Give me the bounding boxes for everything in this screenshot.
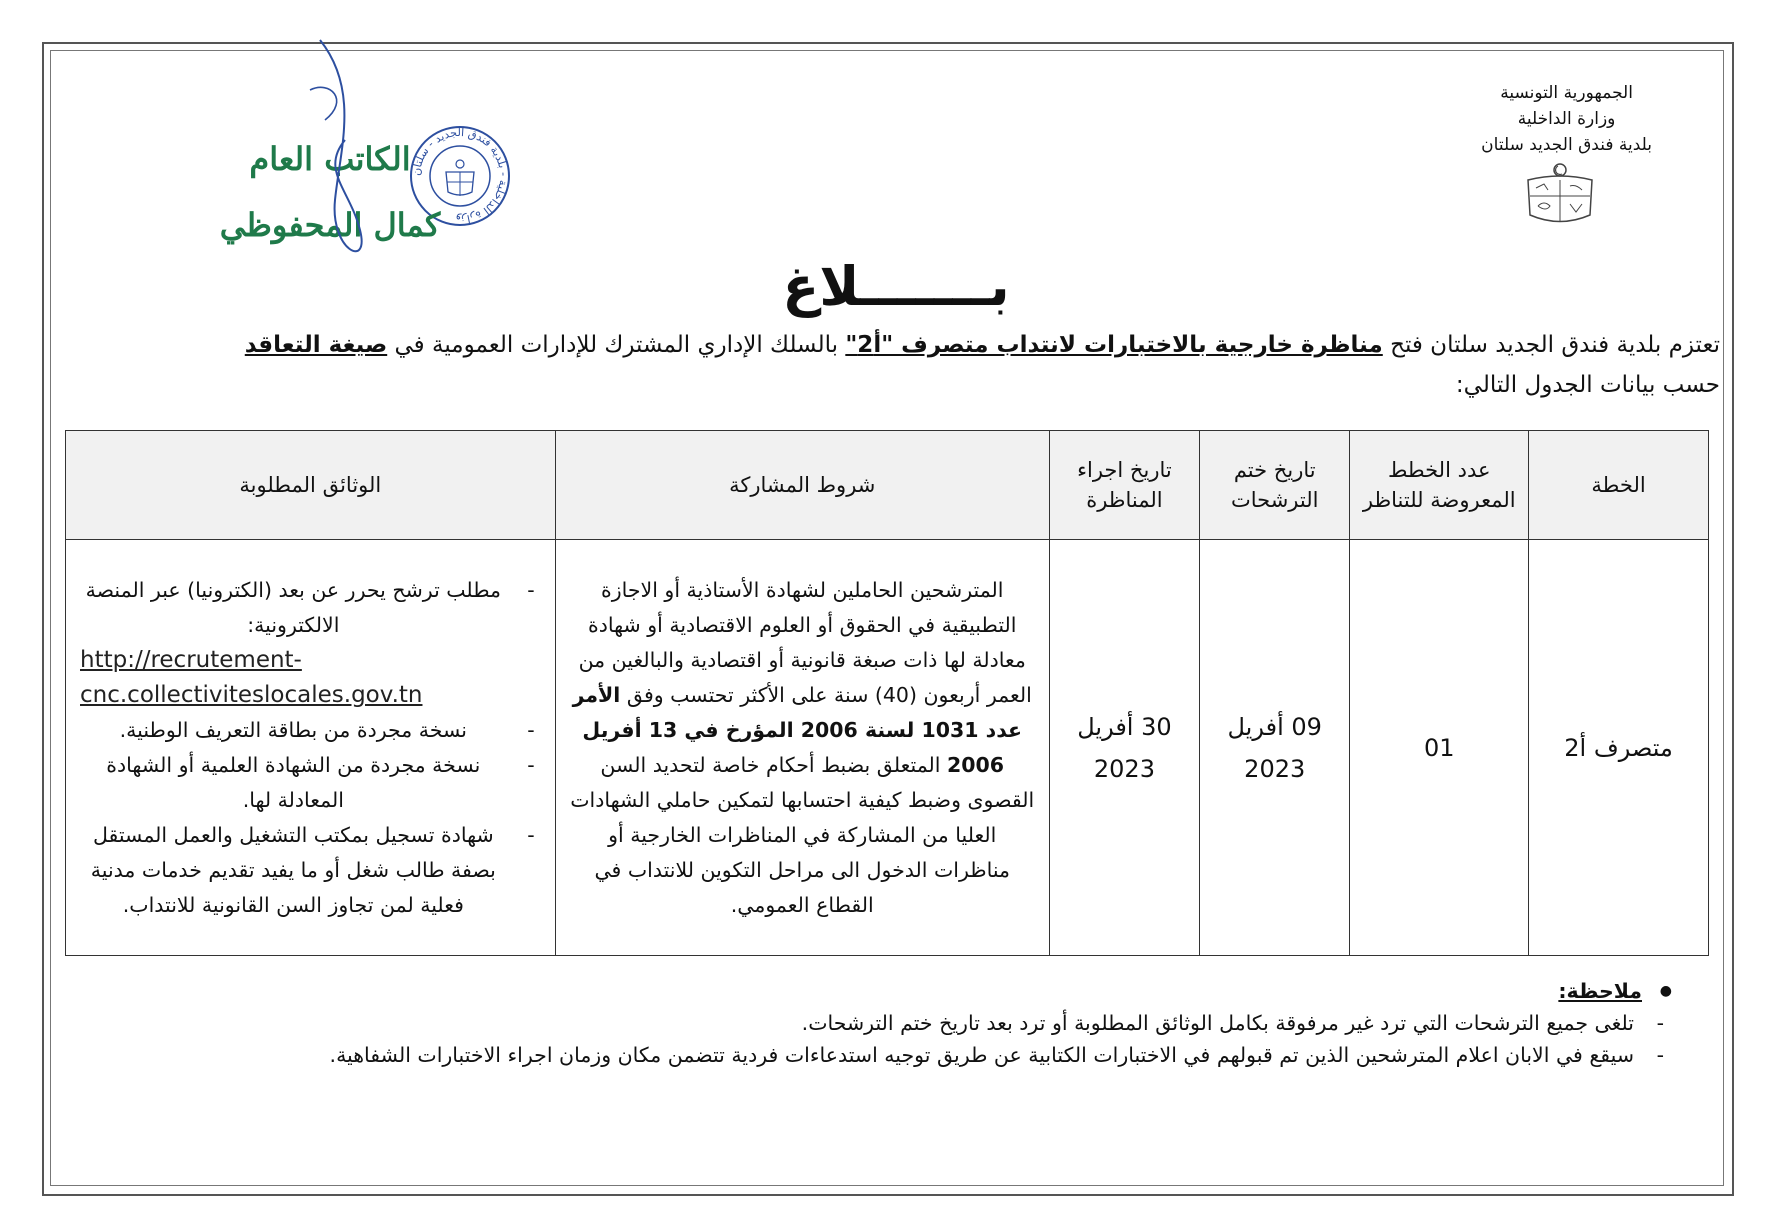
cell-conditions xyxy=(555,540,1049,956)
exam-year: 2023 xyxy=(1093,754,1155,783)
tunisia-emblem-icon xyxy=(1520,160,1600,234)
table-row xyxy=(66,540,1709,956)
letterhead-republic: الجمهورية التونسية xyxy=(1500,83,1633,103)
intro-text-2: بالسلك الإداري المشترك للإدارات العمومية في xyxy=(387,332,846,358)
handwritten-signature-icon xyxy=(300,30,420,290)
header-plan: الخطة xyxy=(1529,431,1709,540)
conditions-decree: الأمر عدد 1031 لسنة 2006 المؤرخ في 13 أفريل 2006 xyxy=(572,682,1023,777)
url-part-1: http://recrutement- xyxy=(80,646,302,673)
notes-section xyxy=(112,975,1672,1071)
cell-count: 01 xyxy=(1350,540,1529,956)
list-item xyxy=(80,573,541,713)
table-header-row xyxy=(66,431,1709,540)
header-deadline: تاريخ ختم الترشحات xyxy=(1200,431,1350,540)
announcement-title: بـــــــلاغ xyxy=(782,255,1010,318)
documents-list xyxy=(80,573,541,923)
letterhead-municipality: بلدية فندق الجديد سلتان xyxy=(1481,135,1652,155)
conditions-text-a: المترشحين الحاملين لشهادة الأستاذية أو الاجازة التطبيقية في الحقوق أو العلوم الاقتصادية أو شهادة معادلة لها ذات صبغة قانونية أو اقتصادية والبالغين من العمر أربعون (40) سنة على الأكثر تحتسب وفق xyxy=(578,577,1032,707)
recruitment-platform-link[interactable] xyxy=(80,643,507,713)
letterhead xyxy=(1481,80,1652,158)
list-item: - نسخة مجردة من الشهادة العلمية أو الشهادة المعادلة لها. xyxy=(80,748,541,818)
url-part-2: cnc.collectiviteslocales.gov.tn xyxy=(80,681,423,708)
signature-title: الكاتب العام xyxy=(249,140,411,178)
stamp-ring-text: وزارة الداخلية - بلدية فندق الجديد - سلتان xyxy=(409,125,511,227)
header-documents: الوثائق المطلوبة xyxy=(66,431,556,540)
cell-plan: متصرف أ2 xyxy=(1529,540,1709,956)
notes-heading: ● ملاحظة: xyxy=(112,975,1672,1007)
intro-text-1: تعتزم بلدية فندق الجديد سلتان فتح xyxy=(1382,332,1720,358)
cell-documents xyxy=(66,540,556,956)
header-count: عدد الخطط المعروضة للتناظر xyxy=(1350,431,1529,540)
intro-paragraph xyxy=(140,325,1720,405)
note-item: - تلغى جميع الترشحات التي ترد غير مرفوقة بكامل الوثائق المطلوبة أو ترد بعد تاريخ ختم الترشحات. xyxy=(112,1007,1672,1039)
letterhead-ministry: وزارة الداخلية xyxy=(1517,109,1616,129)
cell-exam-date xyxy=(1049,540,1199,956)
intro-text-3: حسب بيانات الجدول التالي: xyxy=(1455,372,1720,398)
doc-application: مطلب ترشح يحرر عن بعد (الكترونيا) عبر المنصة الالكترونية: xyxy=(85,577,502,637)
signature-name: كمال المحفوظي xyxy=(219,206,441,244)
header-conditions: شروط المشاركة xyxy=(555,431,1049,540)
exam-day: 30 أفريل xyxy=(1077,712,1172,741)
header-exam-date: تاريخ اجراء المناظرة xyxy=(1049,431,1199,540)
list-item: - شهادة تسجيل بمكتب التشغيل والعمل المستقل بصفة طالب شغل أو ما يفيد تقديم خدمات مدنية فعلية لمن تجاوز السن القانونية للانتداب. xyxy=(80,818,541,923)
intro-contract-type: صيغة التعاقد xyxy=(244,332,388,358)
list-item: - نسخة مجردة من بطاقة التعريف الوطنية. xyxy=(80,713,541,748)
deadline-day: 09 أفريل xyxy=(1227,712,1322,741)
conditions-text-b: المتعلق بضبط أحكام خاصة لتحديد السن القصوى وضبط كيفية احتسابها لتمكين حاملي الشهادات العليا من المشاركة في المناظرات الخارجية أو مناظرات الدخول الى مراحل التكوين للانتداب في القطاع العمومي. xyxy=(570,752,1035,917)
positions-table xyxy=(65,430,1709,956)
cell-deadline xyxy=(1200,540,1350,956)
deadline-year: 2023 xyxy=(1244,754,1306,783)
note-item: - سيقع في الابان اعلام المترشحين الذين تم قبولهم في الاختبارات الكتابية عن طريق توجيه استدعاءات فردية تتضمن مكان وزمان اجراء الاختبارات الشفاهية. xyxy=(112,1039,1672,1071)
intro-competition: مناظرة خارجية بالاختبارات لانتداب متصرف "أ2" xyxy=(845,332,1383,358)
